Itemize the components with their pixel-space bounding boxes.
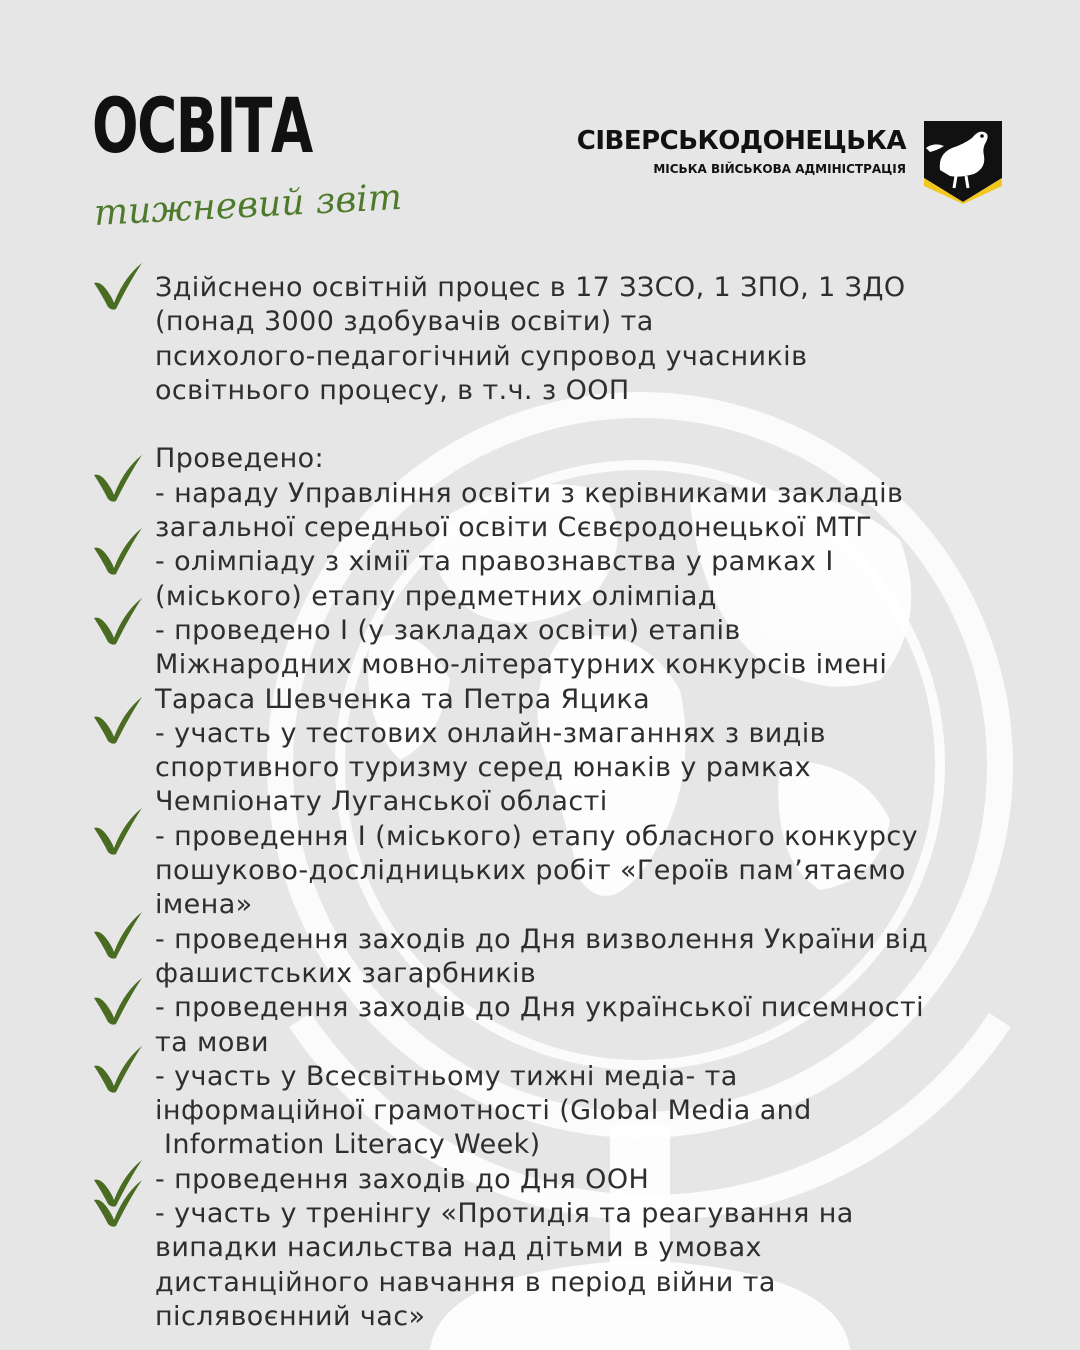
intro-line: Здійснено освітній процес в 17 ЗЗСО, 1 ЗПО, 1 ЗДО <box>155 272 906 303</box>
goose-crest-icon <box>920 118 1006 204</box>
page-title: ОСВІТА <box>92 81 312 170</box>
list-item <box>155 1163 1055 1197</box>
intro-line: освітнього процесу, в т.ч. з ООП <box>155 374 630 406</box>
list-item-line: - проведення заходів до Дня ООН <box>155 1163 650 1195</box>
list-item-line: Information Literacy Week) <box>155 1129 541 1161</box>
list-item-line: імена» <box>155 889 253 921</box>
list-item-line: - проведення заходів до Дня української писемності <box>155 992 925 1024</box>
logo-name: СІВЕРСЬКОДОНЕЦЬКА <box>576 126 906 156</box>
activity-list <box>155 477 1055 1334</box>
list-item-line: післявоєнний час» <box>155 1300 426 1332</box>
intro-line: психолого-педагогічний супровод учасників <box>155 340 808 372</box>
section-label: Проведено: <box>155 443 325 475</box>
list-item-line: - участь у тестових онлайн-змаганнях з видів <box>155 717 826 749</box>
city-administration-logo <box>552 118 1012 203</box>
list-item-line: випадки насильства над дітьми в умовах <box>155 1232 762 1264</box>
list-item-line: загальної середньої освіти Сєвєродонецької МТГ <box>155 512 873 544</box>
list-item <box>155 477 1055 546</box>
list-item <box>155 1060 1055 1163</box>
list-item <box>155 991 1055 1060</box>
list-item-line: - участь у тренінгу «Протидія та реагування на <box>155 1198 854 1230</box>
report-body <box>155 271 1055 1334</box>
logo-subtitle: МІСЬКА ВІЙСЬКОВА АДМІНІСТРАЦІЯ <box>653 162 906 176</box>
list-item <box>155 820 1055 923</box>
page-subtitle: тижневий звіт <box>92 176 403 234</box>
list-item-line: інформаційної грамотності (Global Media and <box>155 1095 812 1127</box>
list-item-line: та мови <box>155 1026 270 1058</box>
list-item-line: - нараду Управління освіти з керівниками закладів <box>155 477 904 509</box>
list-item <box>155 614 1055 717</box>
list-item-line: Тараса Шевченка та Петра Яцика <box>155 683 651 715</box>
list-item <box>155 545 1055 614</box>
list-item-line: пошуково-дослідницьких робіт «Героїв пам’ятаємо <box>155 855 906 887</box>
list-item-line: - участь у Всесвітньому тижні медіа- та <box>155 1060 738 1092</box>
list-item-line: фашистських загарбників <box>155 957 537 989</box>
list-item <box>155 923 1055 992</box>
list-item-line: - проведення заходів до Дня визволення України від <box>155 923 929 955</box>
list-item-line: - проведено І (у закладах освіти) етапів <box>155 614 741 646</box>
list-item-line: - олімпіаду з хімії та правознавства у рамках І <box>155 546 834 578</box>
list-item-line: (міського) етапу предметних олімпіад <box>155 580 717 612</box>
list-item <box>155 717 1055 820</box>
list-item-line: Міжнародних мовно-літературних конкурсів імені <box>155 649 888 681</box>
list-item-line: спортивного туризму серед юнаків у рамках <box>155 752 812 784</box>
list-item <box>155 1197 1055 1334</box>
intro-paragraph <box>155 271 1055 408</box>
intro-line: (понад 3000 здобувачів освіти) та <box>155 306 654 338</box>
list-item-line: Чемпіонату Луганської області <box>155 786 608 818</box>
list-item-line: дистанційного навчання в період війни та <box>155 1266 776 1298</box>
list-item-line: - проведення І (міського) етапу обласного конкурсу <box>155 820 919 852</box>
